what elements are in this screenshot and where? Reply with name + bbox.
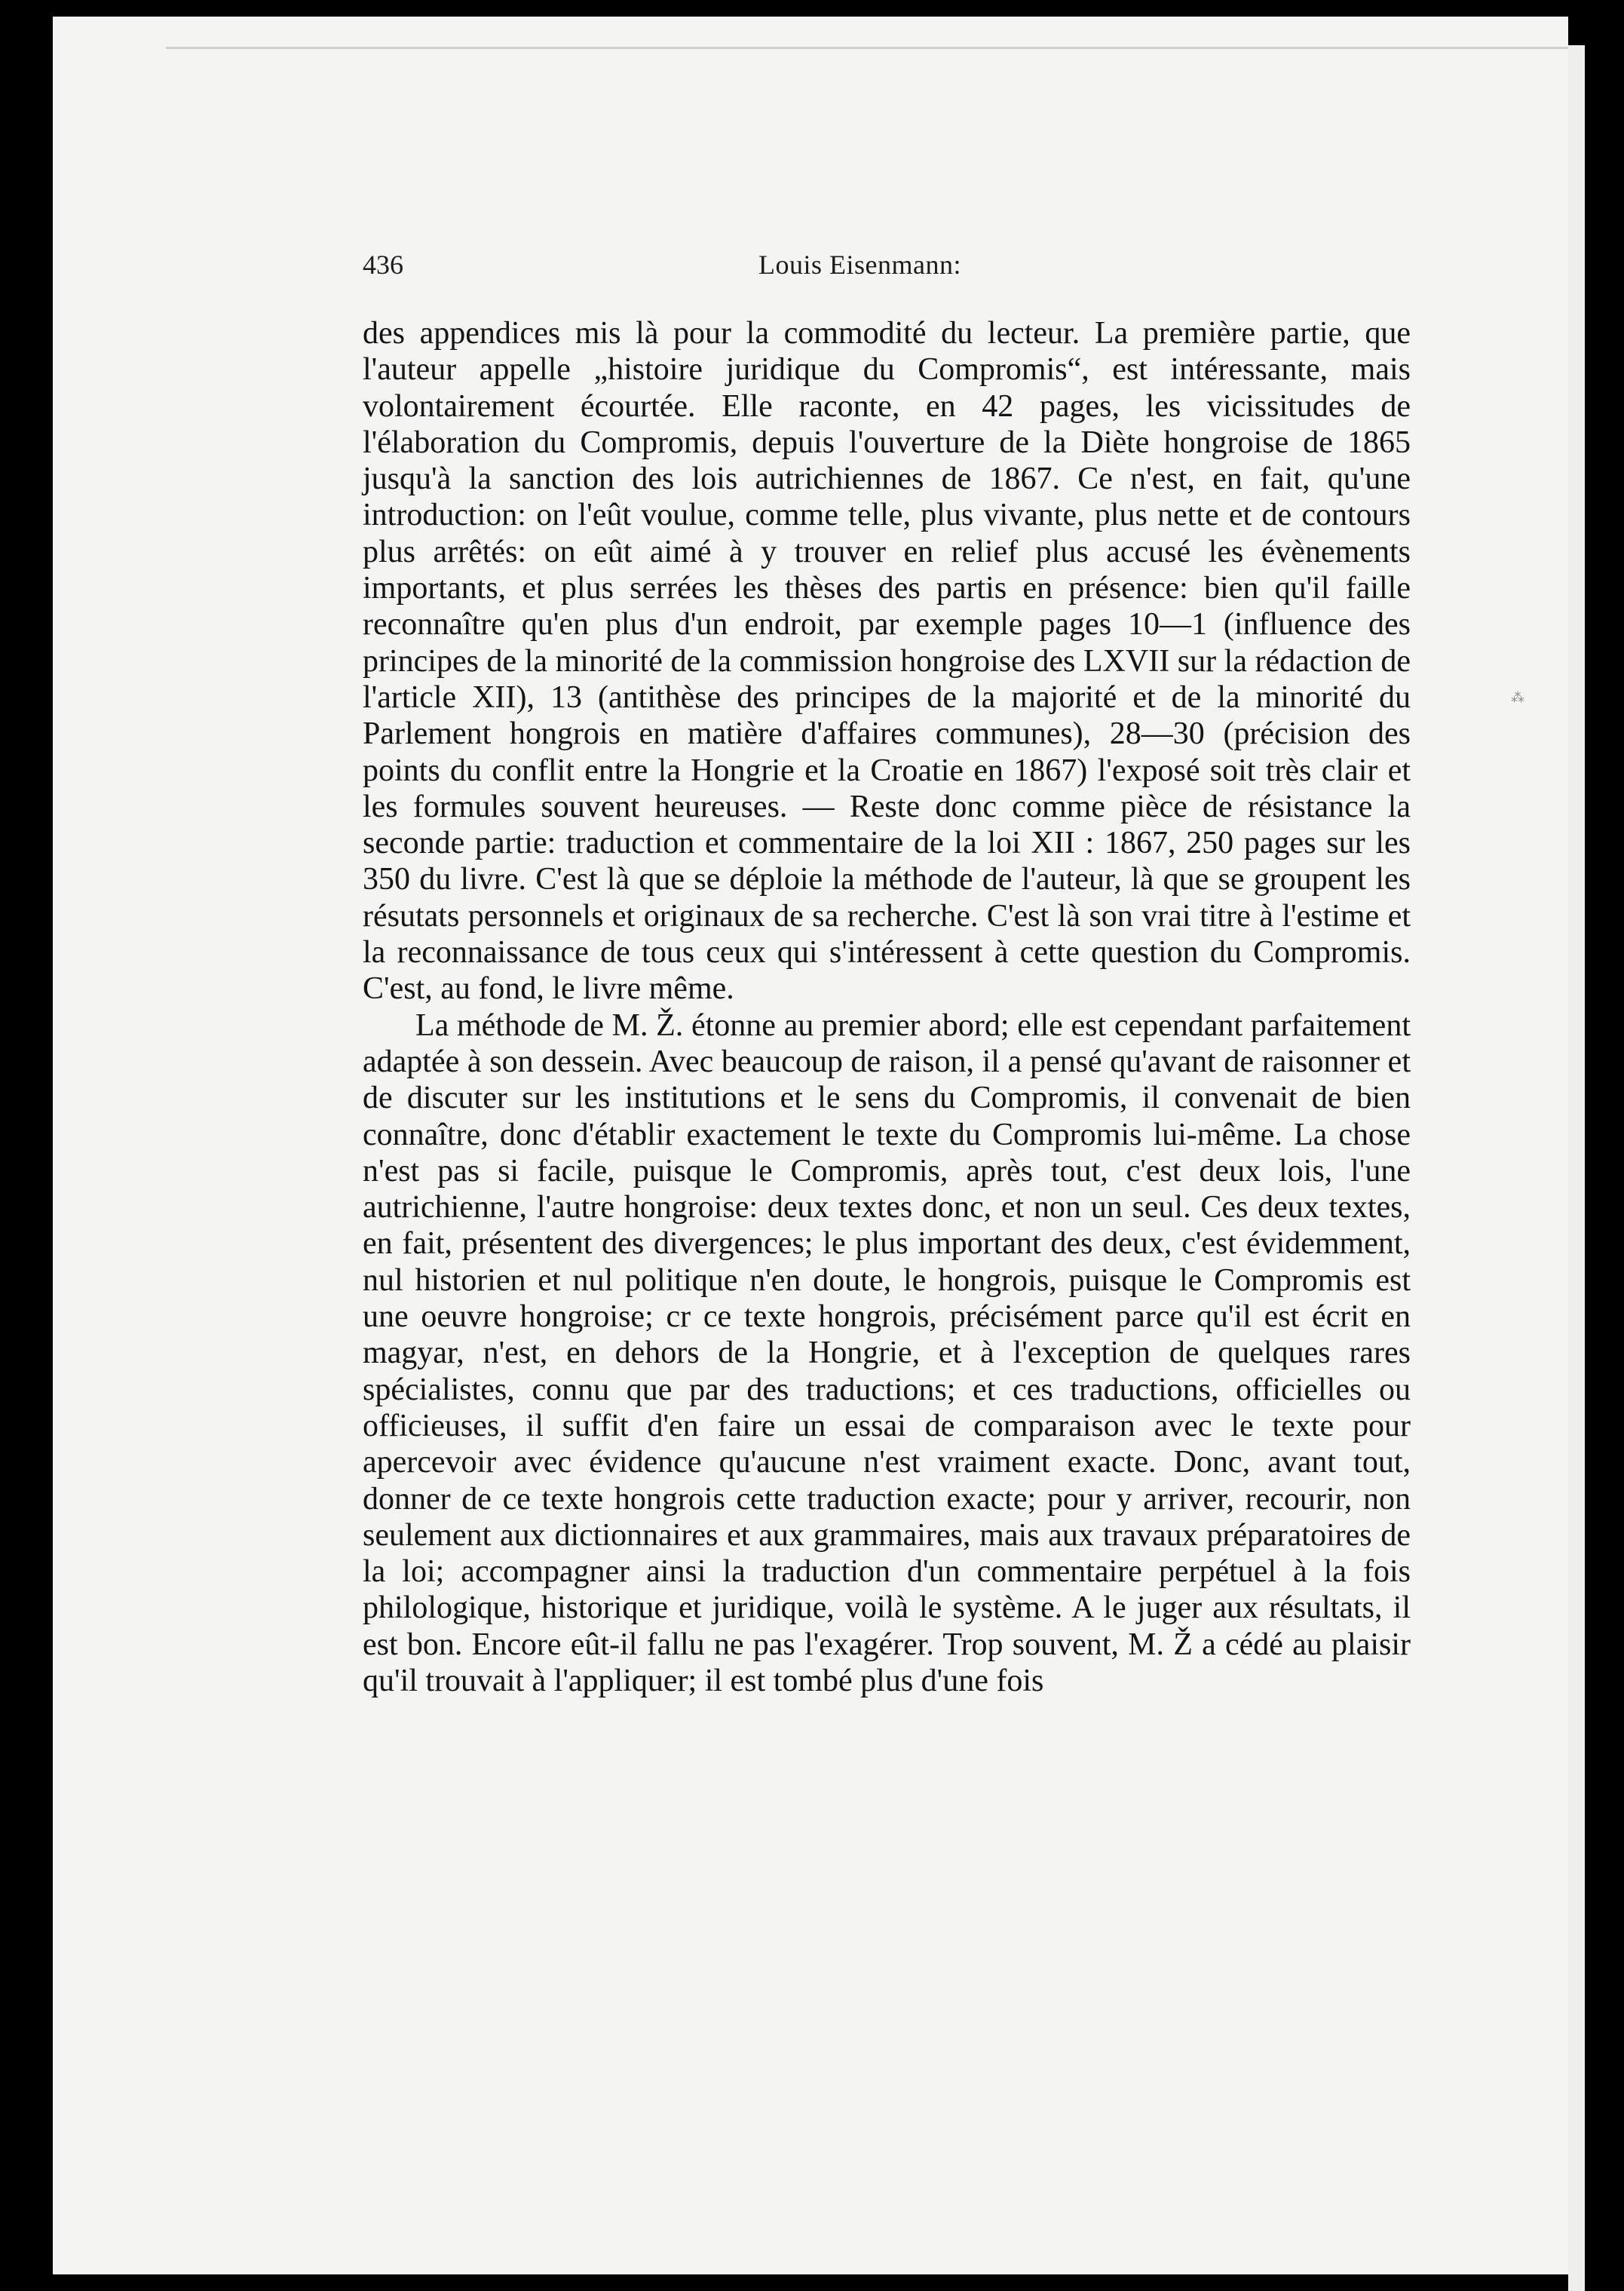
page-number: 436: [363, 250, 403, 280]
paragraph-1: des appendices mis là pour la commodité du lecteur. La première partie, que l'auteur appelle „histoire juridique du Compromis“, est intéressante, mais volontairement écourtée. Elle raconte, en 42 pages, les vicissitudes de l'élaboration du Compromis, depuis l'ouverture de la Diète hongroise de 1865 jusqu'à la sanction des lois autrichiennes de 1867. Ce n'est, en fait, qu'une introduction: on l'eût voulue, comme telle, plus vivante, plus nette et de contours plus arrêtés: on eût aimé à y trouver en relief plus accusé les évènements importants, et plus serrées les thèses des partis en présence: bien qu'il faille reconnaître qu'en plus d'un endroit, par exemple pages 10—1 (influence des principes de la minorité de la commission hongroise des LXVII sur la rédaction de l'article XII), 13 (antithèse des principes de la majorité et de la minorité du Parlement hongrois en matière d'affaires communes), 28—30 (précision des points du conflit entre la Hongrie et la Croatie en 1867) l'exposé soit très clair et les formules souvent heureuses. — Reste donc comme pièce de résistance la seconde partie: traduction et commentaire de la loi XII : 1867, 250 pages sur les 350 du livre. C'est là que se déploie la méthode de l'auteur, là que se groupent les résutats personnels et originaux de sa recherche. C'est là son vrai titre à l'estime et la reconnaissance de tous ceux qui s'intéressent à cette question du Compromis. C'est, au fond, le livre même.: [363, 316, 1411, 1007]
running-head: Louis Eisenmann:: [758, 250, 961, 280]
page-header: [363, 249, 1411, 287]
margin-speck: ⁂: [1511, 690, 1524, 706]
adjacent-page-edge: [1568, 45, 1585, 2291]
scan-top-rule: [166, 47, 1568, 49]
body-text: [363, 315, 1411, 1699]
paragraph-2: La méthode de M. Ž. étonne au premier abord; elle est cependant parfaitement adaptée à son dessein. Avec beaucoup de raison, il a pensé qu'avant de raisonner et de discuter sur les institutions et le sens du Compromis, il convenait de bien connaître, donc d'établir exactement le texte du Compromis lui-même. La chose n'est pas si facile, puisque le Compromis, après tout, c'est deux lois, l'une autrichienne, l'autre hongroise: deux textes donc, et non un seul. Ces deux textes, en fait, présentent des divergences; le plus important des deux, c'est évidemment, nul historien et nul politique n'en doute, le hongrois, puisque le Compromis est une oeuvre hongroise; cr ce texte hongrois, précisément parce qu'il est écrit en magyar, n'est, en dehors de la Hongrie, et à l'exception de quelques rares spécialistes, connu que par des traductions; et ces traductions, officielles ou officieuses, il suffit d'en faire un essai de comparaison avec le texte pour apercevoir avec évidence qu'aucune n'est vraiment exacte. Donc, avant tout, donner de ce texte hongrois cette traduction exacte; pour y arriver, recourir, non seulement aux dictionnaires et aux grammaires, mais aux travaux préparatoires de la loi; accompagner ainsi la traduction d'un commentaire perpétuel à la fois philologique, historique et juridique, voilà le système. A le juger aux résultats, il est bon. Encore eût-il fallu ne pas l'exagérer. Trop souvent, M. Ž a cédé au plaisir qu'il trouvait à l'appliquer; il est tombé plus d'une fois: [363, 1007, 1411, 1698]
